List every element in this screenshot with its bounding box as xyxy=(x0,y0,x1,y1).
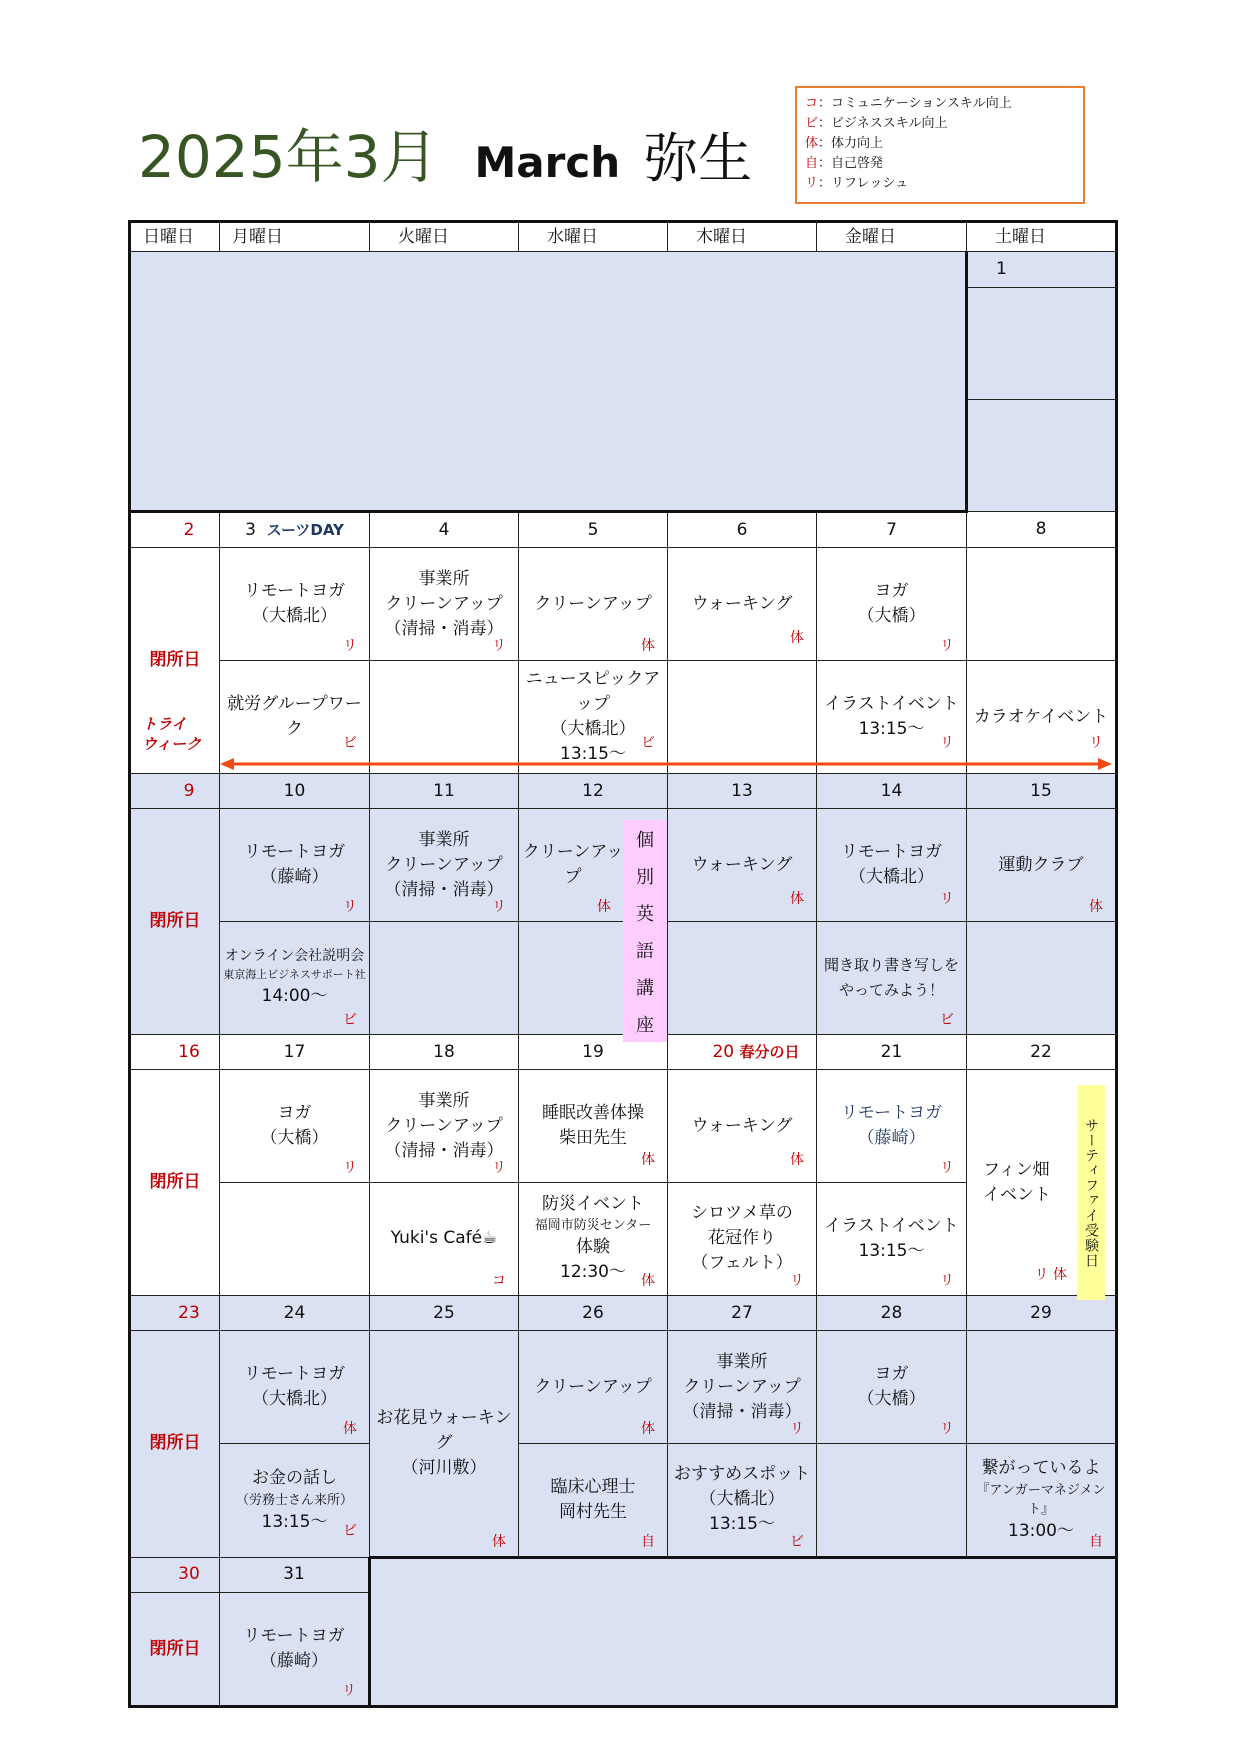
event-cell xyxy=(817,1331,967,1444)
category-tag: ビ xyxy=(343,1522,357,1539)
event-subtext: 東京海上ビジネスサポート社 xyxy=(223,968,366,982)
event-text: クリーンアップ xyxy=(522,842,624,888)
event-text: お金の話し xyxy=(252,1467,337,1488)
week4-row-b xyxy=(130,1443,1117,1557)
event-cell xyxy=(220,922,370,1035)
category-tag: ビ xyxy=(343,735,357,752)
date-17: 17 xyxy=(220,1034,370,1069)
sat-1-slot-a xyxy=(967,288,1117,400)
date-21: 21 xyxy=(817,1034,967,1069)
week1-row-a xyxy=(130,548,1117,661)
english-class-char: 英 xyxy=(636,903,654,925)
event-cell xyxy=(519,661,668,774)
date-14: 14 xyxy=(817,774,967,809)
suits-day-label: スーツDAY xyxy=(266,520,344,539)
event-cell xyxy=(519,548,668,661)
category-tag: 体 xyxy=(641,1152,655,1169)
event-text: 就労グループワーク xyxy=(227,694,362,740)
category-tag: リ 体 xyxy=(1034,1266,1067,1283)
event-text: 聞き取り書き写しを やってみよう！ xyxy=(823,956,959,1000)
category-tag: 体 xyxy=(641,638,655,655)
category-tag: 体 xyxy=(641,1420,655,1437)
event-subtext: 『アンガーマネジメント』 xyxy=(976,1482,1106,1517)
date-16: 16 xyxy=(130,1034,220,1069)
event-cell xyxy=(220,1593,370,1707)
legend-value: ：コミュニケーションスキル向上 xyxy=(818,96,1012,111)
date-12: 12 xyxy=(519,774,668,809)
legend-key: 自 xyxy=(805,156,819,171)
event-cell xyxy=(220,1183,370,1296)
legend-key: 体 xyxy=(805,136,819,151)
category-tag: リ xyxy=(790,1420,804,1437)
date-5: 5 xyxy=(519,512,668,548)
category-tag: 体 xyxy=(641,1272,655,1289)
date-6: 6 xyxy=(668,512,817,548)
event-cell xyxy=(370,1183,519,1296)
category-tag: 自 xyxy=(1089,1533,1103,1550)
event-cell xyxy=(967,661,1117,774)
date-3-num: 3 xyxy=(245,519,256,540)
date-18: 18 xyxy=(370,1034,519,1069)
category-tag: 体 xyxy=(343,1420,357,1437)
category-tag: リ xyxy=(492,899,506,916)
weekday-fri: 金曜日 xyxy=(817,222,967,252)
legend-row xyxy=(805,134,1075,154)
event-cell xyxy=(220,1443,370,1557)
closed-label: 閉所日 xyxy=(149,1172,201,1193)
legend-row xyxy=(805,154,1075,174)
event-cell xyxy=(220,548,370,661)
closed-label: 閉所日 xyxy=(149,911,201,932)
legend-value: ：自己啓発 xyxy=(818,156,884,171)
event-text: 事業所 クリーンアップ （清掃・消毒） xyxy=(384,1090,504,1161)
legend-key: コ xyxy=(805,96,819,111)
event-text: イラストイベント 13:15～ xyxy=(824,1215,959,1261)
date-11: 11 xyxy=(370,774,519,809)
category-tag: 体 xyxy=(790,1152,804,1169)
category-tag: 体 xyxy=(790,891,804,908)
event-cell xyxy=(220,661,370,774)
event-cell xyxy=(519,1070,668,1183)
event-time: 13:15～ xyxy=(261,1511,328,1532)
category-tag: リ xyxy=(1089,735,1103,752)
title-japanese-month: 弥生 xyxy=(644,127,753,190)
date-29: 29 xyxy=(967,1295,1117,1330)
event-cell xyxy=(370,661,519,774)
closed-label: 閉所日 xyxy=(149,1433,201,1454)
event-text: クリーンアップ xyxy=(534,593,652,614)
event-text: おすすめスポット （大橋北） 13:15～ xyxy=(673,1464,811,1535)
week4-date-row xyxy=(130,1295,1117,1330)
event-cell xyxy=(817,1070,967,1183)
date-7: 7 xyxy=(817,512,967,548)
event-text: リモートヨガ （大橋北） xyxy=(840,842,943,888)
event-cell xyxy=(519,1331,668,1444)
english-class-char: 講 xyxy=(636,977,654,999)
week1-row-b xyxy=(130,661,1117,774)
category-tag: ビ xyxy=(343,1011,357,1028)
weekday-wed: 水曜日 xyxy=(519,222,668,252)
event-text: ウォーキング xyxy=(691,1115,793,1136)
event-text: 睡眠改善体操 柴田先生 xyxy=(542,1103,644,1149)
event-text: カラオケイベント xyxy=(973,706,1109,727)
english-class-char: 語 xyxy=(636,940,654,962)
category-tag: ビ xyxy=(641,735,655,752)
event-cell xyxy=(817,809,967,922)
event-cell xyxy=(817,922,967,1035)
event-text: リモートヨガ （藤崎） xyxy=(243,1626,345,1672)
event-cell xyxy=(668,922,817,1035)
event-text: 運動クラブ xyxy=(998,854,1084,875)
date-20-num: 20 xyxy=(712,1041,735,1062)
category-tag: ビ xyxy=(940,1011,954,1028)
category-tag: リ xyxy=(343,899,357,916)
event-text: ヨガ （大橋） xyxy=(857,1364,926,1410)
date-23: 23 xyxy=(130,1295,220,1330)
legend-value: ：リフレッシュ xyxy=(818,176,909,191)
weekday-thu: 木曜日 xyxy=(668,222,817,252)
date-28: 28 xyxy=(817,1295,967,1330)
category-legend xyxy=(795,86,1085,204)
event-cell xyxy=(817,661,967,774)
date-2: 2 xyxy=(130,512,220,548)
week1-date-row xyxy=(130,512,1117,548)
date-30: 30 xyxy=(130,1557,220,1592)
sat-1-slot-b xyxy=(967,400,1117,512)
date-25: 25 xyxy=(370,1295,519,1330)
event-time: 13:00～ xyxy=(1008,1520,1074,1541)
title-year-month: 2025年3月 xyxy=(138,123,439,191)
date-22: 22 xyxy=(967,1034,1117,1069)
event-cell xyxy=(519,1183,668,1296)
category-tag: 体 xyxy=(790,630,804,647)
event-text: リモートヨガ （大橋北） xyxy=(243,581,346,627)
date-8: 8 xyxy=(967,512,1117,548)
event-cell xyxy=(668,1331,817,1444)
event-cell xyxy=(817,548,967,661)
event-text: シロツメ草の 花冠作り （フェルト） xyxy=(691,1203,793,1274)
week3-row-a xyxy=(130,1070,1117,1183)
closed-label: 閉所日 xyxy=(149,650,201,671)
event-text: ウォーキング xyxy=(691,854,793,875)
category-tag: 体 xyxy=(492,1533,506,1550)
week5-date-row xyxy=(130,1557,1117,1592)
category-tag: リ xyxy=(940,735,954,752)
date-9: 9 xyxy=(130,774,220,809)
category-tag: リ xyxy=(940,1272,954,1289)
week4-row-a xyxy=(130,1331,1117,1444)
event-cell xyxy=(370,809,519,922)
event-text: ヨガ （大橋） xyxy=(857,581,926,627)
event-text: 事業所 クリーンアップ （清掃・消毒） xyxy=(384,568,504,639)
closed-label: 閉所日 xyxy=(149,1638,201,1659)
english-class-char: 座 xyxy=(636,1014,654,1036)
category-tag: リ xyxy=(940,638,954,655)
date-31: 31 xyxy=(220,1557,370,1592)
event-subtext: （労務士さん来所） xyxy=(235,1492,353,1508)
weekday-sun: 日曜日 xyxy=(130,222,220,252)
event-text: お花見ウォーキング （河川敷） xyxy=(376,1407,512,1478)
date-26: 26 xyxy=(519,1295,668,1330)
event-cell xyxy=(220,1331,370,1444)
page-title xyxy=(138,110,752,190)
event-text: 臨床心理士 岡村先生 xyxy=(550,1476,636,1522)
event-text: ウォーキング xyxy=(691,593,793,614)
event-text: フィン畑 イベント xyxy=(983,1159,1051,1205)
english-class-char: 別 xyxy=(636,866,654,888)
category-tag: リ xyxy=(492,638,506,655)
category-tag: 体 xyxy=(1089,899,1103,916)
event-text: ヨガ （大橋） xyxy=(260,1103,329,1149)
category-tag: 体 xyxy=(597,899,611,916)
event-cell xyxy=(817,1183,967,1296)
category-tag: コ xyxy=(492,1272,506,1289)
legend-key: リ xyxy=(805,176,819,191)
date-13: 13 xyxy=(668,774,817,809)
event-cell xyxy=(668,548,817,661)
english-class-char: 個 xyxy=(636,829,654,851)
title-english-month: March xyxy=(474,138,621,187)
week2-date-row xyxy=(130,774,1117,809)
date-20 xyxy=(668,1034,817,1069)
certify-exam-label: サーティファイ受験日 xyxy=(1077,1085,1105,1300)
category-tag: リ xyxy=(343,1160,357,1177)
event-time: 体験 12:30～ xyxy=(560,1237,626,1283)
sun-16-cell xyxy=(130,1070,220,1296)
empty-block-end xyxy=(370,1557,1117,1706)
english-class-label xyxy=(623,820,667,1042)
weekday-sat: 土曜日 xyxy=(967,222,1117,252)
event-text: クリーンアップ xyxy=(534,1376,652,1397)
category-tag: 自 xyxy=(641,1533,655,1550)
event-text: リモートヨガ （藤崎） xyxy=(840,1103,943,1149)
event-cell xyxy=(668,1183,817,1296)
sun-30-cell xyxy=(130,1593,220,1707)
event-cell xyxy=(220,1070,370,1183)
event-cell xyxy=(668,1443,817,1557)
event-text: 防災イベント xyxy=(542,1194,644,1215)
event-cell xyxy=(967,1443,1117,1557)
event-cell xyxy=(370,548,519,661)
event-text: リモートヨガ （藤崎） xyxy=(243,842,346,888)
event-cell xyxy=(967,809,1117,922)
category-tag: ビ xyxy=(790,1533,804,1550)
weekday-tue: 火曜日 xyxy=(370,222,519,252)
event-text: オンライン会社説明会 xyxy=(224,948,365,965)
date-27: 27 xyxy=(668,1295,817,1330)
event-cell xyxy=(220,809,370,922)
try-week-arrow xyxy=(220,758,1112,770)
legend-value: ：ビジネススキル向上 xyxy=(818,116,948,131)
category-tag: リ xyxy=(342,1683,356,1699)
event-cell xyxy=(967,1331,1117,1444)
date-24: 24 xyxy=(220,1295,370,1330)
event-cell xyxy=(668,809,817,922)
legend-row xyxy=(805,174,1075,194)
event-cell xyxy=(370,1331,519,1558)
empty-block xyxy=(130,252,967,512)
sun-9-cell xyxy=(130,809,220,1035)
event-cell xyxy=(967,922,1117,1035)
category-tag: リ xyxy=(940,1420,954,1437)
sun-23-cell xyxy=(130,1331,220,1558)
category-tag: リ xyxy=(790,1272,804,1289)
event-time: 14:00～ xyxy=(261,986,328,1007)
category-tag: リ xyxy=(492,1160,506,1177)
event-cell xyxy=(668,1070,817,1183)
event-cell xyxy=(967,548,1117,661)
legend-key: ビ xyxy=(805,116,819,131)
date-1: 1 xyxy=(967,252,1117,288)
week0-date-row xyxy=(130,252,1117,288)
event-text: 事業所 クリーンアップ （清掃・消毒） xyxy=(384,829,504,900)
weekday-mon: 月曜日 xyxy=(220,222,370,252)
weekday-header xyxy=(130,222,1117,252)
legend-value: ：体力向上 xyxy=(818,136,884,151)
event-text: ニュースピックアップ （大橋北） 13:15～ xyxy=(525,669,661,765)
holiday-label: 春分の日 xyxy=(739,1042,800,1061)
event-cell xyxy=(668,661,817,774)
event-subtext: 福岡市防災センター xyxy=(534,1218,652,1234)
try-week-label: トライ ウィーク xyxy=(142,715,202,753)
legend-row xyxy=(805,114,1075,134)
date-19: 19 xyxy=(519,1034,668,1069)
date-10: 10 xyxy=(220,774,370,809)
event-text: Yuki's Café☕ xyxy=(390,1228,498,1249)
event-cell xyxy=(817,1443,967,1557)
date-4: 4 xyxy=(370,512,519,548)
event-text: 繋がっているよ xyxy=(981,1457,1101,1478)
event-text: イラストイベント 13:15～ xyxy=(824,694,959,740)
date-3 xyxy=(220,512,370,548)
category-tag: リ xyxy=(940,891,954,908)
legend-row xyxy=(805,94,1075,114)
category-tag: リ xyxy=(343,638,357,655)
event-cell xyxy=(370,1070,519,1183)
event-text: 事業所 クリーンアップ （清掃・消毒） xyxy=(682,1351,802,1422)
date-15: 15 xyxy=(967,774,1117,809)
event-cell xyxy=(370,922,519,1035)
event-cell xyxy=(519,1443,668,1557)
event-text: リモートヨガ （大橋北） xyxy=(243,1364,346,1410)
category-tag: リ xyxy=(940,1160,954,1177)
